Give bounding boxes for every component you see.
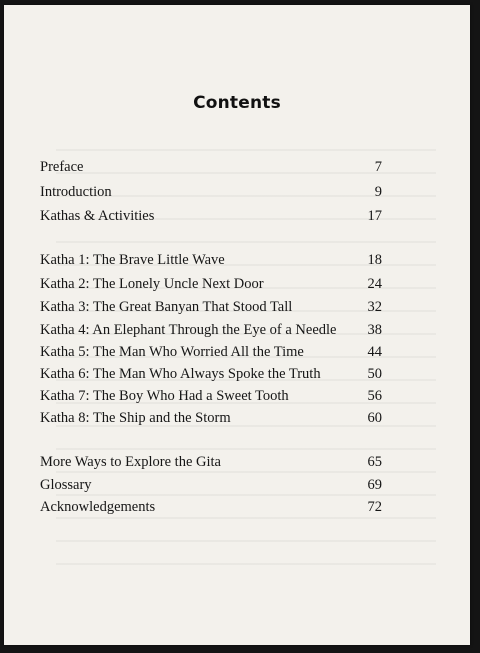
toc-entry-page: 72 (367, 499, 382, 515)
toc-entry-katha-2 (40, 273, 382, 295)
toc-entry-page: 18 (367, 252, 382, 268)
toc-entry-page: 38 (367, 322, 382, 338)
toc-entry-page: 60 (367, 410, 382, 426)
toc-entry-kathas-activities (40, 205, 382, 227)
toc-entry-label: More Ways to Explore the Gita (40, 454, 221, 470)
toc-entry-page: 17 (367, 208, 382, 224)
toc-entry-label: Katha 1: The Brave Little Wave (40, 252, 225, 268)
toc-entry-glossary (40, 474, 382, 496)
toc-entry-katha-5 (40, 341, 382, 363)
toc-entry-label: Acknowledgements (40, 499, 156, 515)
toc-entry-page: 44 (367, 344, 382, 360)
toc-entry-katha-3 (40, 296, 382, 318)
toc-entry-katha-8 (40, 407, 382, 429)
toc-entry-label: Katha 5: The Man Who Worried All the Time (40, 344, 304, 360)
toc-entry-label: Katha 4: An Elephant Through the Eye of a Needle (40, 322, 337, 338)
toc-entry-page: 69 (367, 477, 382, 493)
toc-entry-page: 32 (367, 299, 382, 315)
toc-entry-katha-1 (40, 249, 382, 271)
toc-entry-label: Katha 7: The Boy Who Had a Sweet Tooth (40, 388, 289, 404)
toc-entry-label: Glossary (40, 477, 92, 493)
toc-entry-page: 50 (367, 366, 382, 382)
toc-entry-page: 9 (374, 184, 382, 200)
toc-entry-katha-7 (40, 385, 382, 407)
toc-entry-page: 7 (374, 159, 382, 175)
toc-entry-katha-4 (40, 319, 382, 341)
toc-entry-label: Preface (40, 159, 84, 175)
toc-entry-katha-6 (40, 363, 382, 385)
toc-entry-label: Kathas & Activities (40, 208, 155, 224)
toc-entry-label: Katha 3: The Great Banyan That Stood Tall (40, 299, 293, 315)
toc-entry-label: Katha 8: The Ship and the Storm (40, 410, 231, 426)
toc-entry-page: 56 (367, 388, 382, 404)
toc-entry-preface (40, 156, 382, 178)
toc-entry-label: Katha 2: The Lonely Uncle Next Door (40, 276, 264, 292)
book-page (4, 5, 470, 645)
toc-entry-label: Katha 6: The Man Who Always Spoke the Truth (40, 366, 321, 382)
toc-entry-acknowledgements (40, 496, 382, 518)
contents-heading: Contents (193, 93, 281, 113)
toc-entry-label: Introduction (40, 184, 112, 200)
toc-entry-page: 65 (367, 454, 382, 470)
toc-entry-page: 24 (367, 276, 382, 292)
toc-entry-more-ways (40, 451, 382, 473)
toc-entry-introduction (40, 181, 382, 203)
